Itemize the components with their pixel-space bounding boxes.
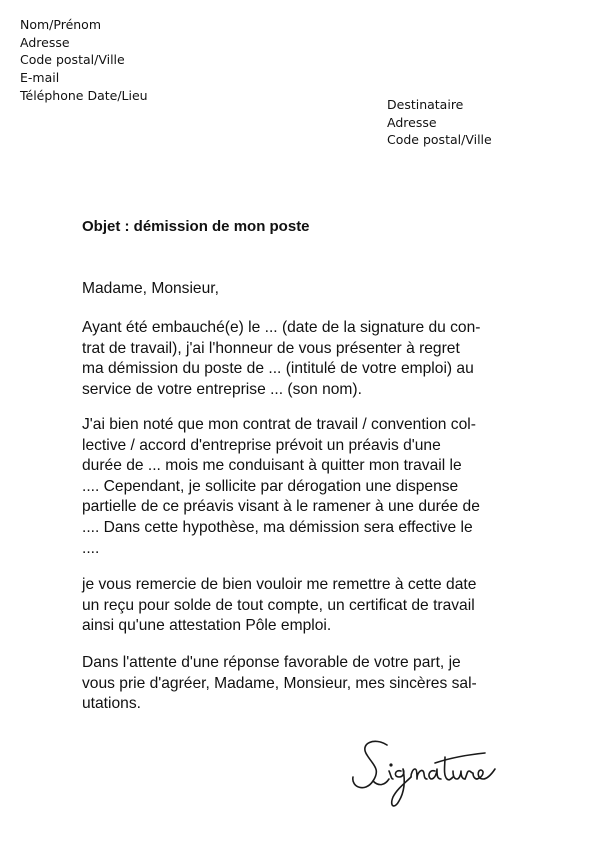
paragraph-line: un reçu pour solde de tout compte, un certificat de travail — [82, 596, 475, 614]
salutation: Madame, Monsieur, — [82, 280, 219, 297]
sender-phone-date-place: Téléphone Date/Lieu — [20, 87, 148, 103]
paragraph-line: vous prie d'agréer, Madame, Monsieur, mes sincères sal- — [82, 674, 477, 692]
paragraph-line: partielle de ce préavis visant à le ramener à une durée de — [82, 498, 480, 516]
paragraph-line: .... Dans cette hypothèse, ma démission sera effective le — [82, 518, 473, 536]
paragraph-line: .... Cependant, je sollicite par dérogation une dispense — [82, 477, 459, 495]
sender-email: E-mail — [20, 70, 60, 86]
sender-address: Adresse — [20, 34, 70, 50]
paragraph-line: trat de travail), j'ai l'honneur de vous présenter à regret — [82, 339, 460, 357]
paragraph-line: durée de ... mois me conduisant à quitter mon travail le — [82, 457, 462, 475]
paragraph-line: utations. — [82, 695, 141, 713]
paragraph-line: Dans l'attente d'une réponse favorable de votre part, je — [82, 654, 461, 671]
letter-subject: Objet : démission de mon poste — [82, 218, 310, 235]
sender-block — [20, 16, 148, 105]
paragraph-line: ainsi qu'une attestation Pôle emploi. — [82, 617, 332, 635]
paragraph-2 — [82, 415, 512, 559]
sender-name: Nom/Prénom — [20, 17, 102, 32]
recipient-address: Adresse — [387, 114, 437, 130]
paragraph-line: Ayant été embauché(e) le ... (date de la signature du con- — [82, 319, 481, 336]
paragraph-line: .... — [82, 539, 100, 557]
paragraph-1 — [82, 318, 512, 400]
paragraph-line: je vous remercie de bien vouloir me remettre à cette date — [82, 576, 477, 593]
sender-postal-city: Code postal/Ville — [20, 52, 125, 68]
paragraph-line: service de votre entreprise ... (son nom). — [82, 380, 362, 398]
paragraph-line: lective / accord d'entreprise prévoit un préavis d'une — [82, 436, 441, 454]
paragraph-line: J'ai bien noté que mon contrat de travail / convention col- — [82, 416, 476, 433]
handwritten-signature — [345, 735, 505, 815]
paragraph-line: ma démission du poste de ... (intitulé de votre emploi) au — [82, 360, 474, 378]
recipient-block — [387, 96, 492, 149]
recipient-label: Destinataire — [387, 97, 464, 112]
paragraph-3 — [82, 575, 512, 637]
paragraph-4 — [82, 653, 512, 715]
recipient-postal-city: Code postal/Ville — [387, 132, 492, 148]
